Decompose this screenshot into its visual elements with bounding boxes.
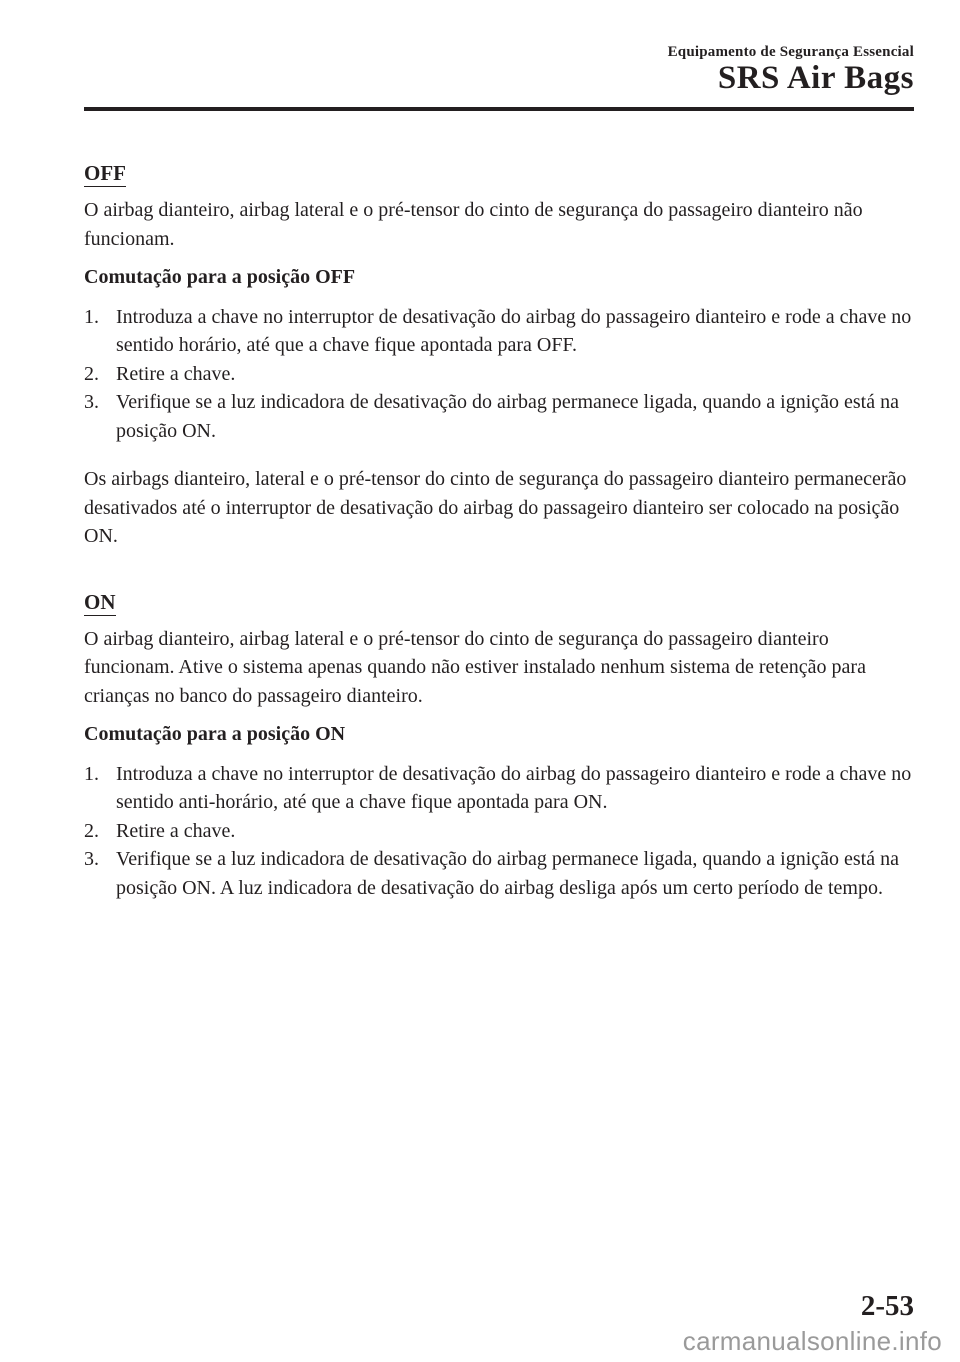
step-text: Verifique se a luz indicadora de desativação do airbag permanece ligada, quando a ignição está na posição ON. [116, 391, 899, 442]
step-number: 2. [84, 362, 99, 385]
step-number: 3. [84, 391, 99, 413]
on-steps-list [84, 760, 914, 903]
header-divider [84, 107, 914, 111]
list-item [84, 760, 914, 817]
step-number: 1. [84, 305, 99, 328]
on-intro: O airbag dianteiro, airbag lateral e o pré-tensor do cinto de segurança do passageiro dianteiro funcionam. Ative o sistema apenas quando não estiver instalado nenhum sistema de retenção para crianças no banco do passageiro dianteiro. [84, 627, 866, 707]
step-text: Introduza a chave no interruptor de desativação do airbag do passageiro dianteiro e rode a chave no sentido horário, até que a chave fique apontada para OFF. [116, 305, 912, 356]
list-item [84, 360, 914, 389]
step-text: Retire a chave. [116, 362, 236, 385]
off-intro: O airbag dianteiro, airbag lateral e o pré-tensor do cinto de segurança do passageiro dianteiro não funcionam. [84, 199, 863, 250]
off-section [84, 160, 914, 551]
step-number: 1. [84, 762, 99, 785]
step-text: Introduza a chave no interruptor de desativação do airbag do passageiro dianteiro e rode a chave no sentido anti-horário, até que a chave fique apontada para ON. [116, 762, 912, 813]
off-subheading: Comutação para a posição OFF [84, 266, 356, 288]
page-title: SRS Air Bags [717, 60, 914, 96]
off-steps-list [84, 303, 914, 446]
list-item [84, 845, 914, 902]
on-heading: ON [84, 589, 116, 614]
step-text: Verifique se a luz indicadora de desativação do airbag permanece ligada, quando a ignição está na posição ON. A luz indicadora de desativação do airbag desliga após um certo período de tempo. [116, 848, 899, 899]
off-note: Os airbags dianteiro, lateral e o pré-tensor do cinto de segurança do passageiro dianteiro permanecerão desativados até o interruptor de desativação do airbag do passageiro dianteiro ser colocado na posição ON. [84, 468, 907, 547]
list-item [84, 303, 914, 360]
step-number: 2. [84, 819, 99, 842]
step-text: Retire a chave. [116, 819, 236, 842]
list-item [84, 388, 914, 445]
list-item [84, 817, 914, 846]
on-subheading: Comutação para a posição ON [84, 723, 346, 745]
page-number: 2-53 [860, 1290, 914, 1322]
off-heading: OFF [84, 161, 126, 185]
step-number: 3. [84, 848, 99, 870]
watermark: carmanualsonline.info [682, 1326, 942, 1356]
header-section-label: Equipamento de Segurança Essencial [667, 44, 914, 60]
page-content [84, 160, 914, 902]
on-section [84, 589, 914, 903]
